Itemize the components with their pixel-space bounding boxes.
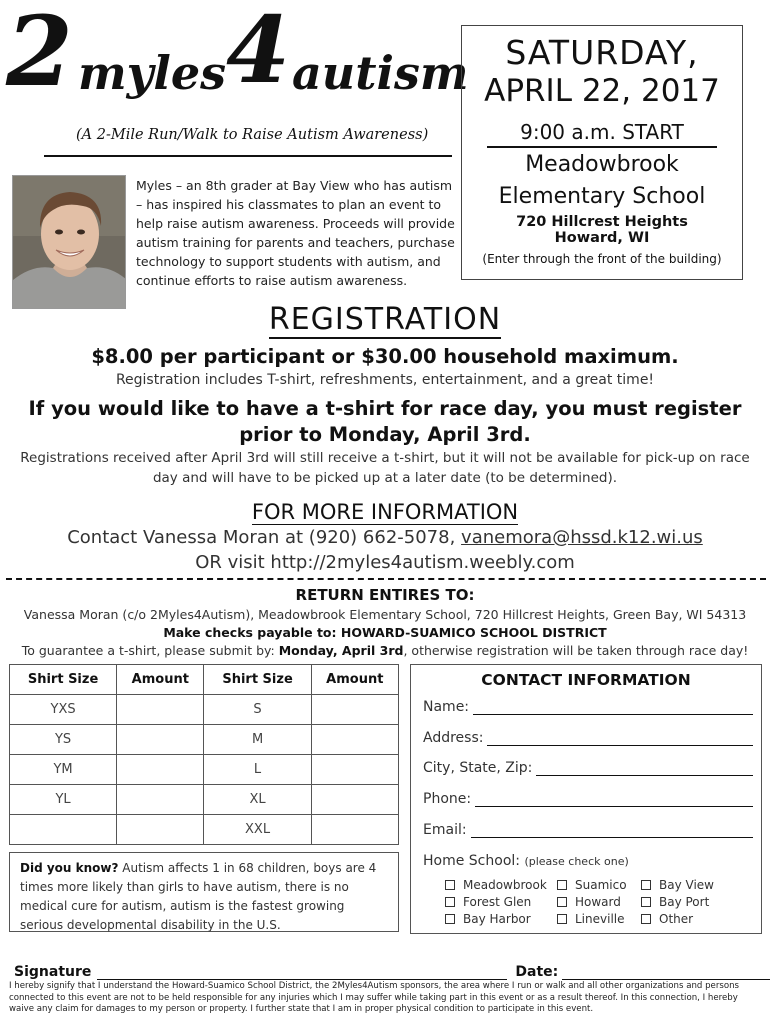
checkbox-icon[interactable] — [641, 897, 651, 907]
amount-cell[interactable] — [311, 695, 398, 725]
venue-name-line2: Elementary School — [498, 184, 706, 209]
amount-cell[interactable] — [311, 785, 398, 815]
signature-label: Signature — [14, 964, 92, 980]
event-day: SATURDAY, — [505, 33, 699, 72]
name-field[interactable] — [423, 699, 753, 715]
shirt-size-cell: XXL — [204, 815, 311, 845]
checkbox-icon[interactable] — [641, 880, 651, 890]
liability-waiver: I hereby signify that I understand the Howard-Suamico School District, the 2Myles4Autism sponsors, the area where I run or walk and all other organizations and persons connected to this event are not to be held responsible for any injuries which I may suffer while taking part in this event or as a result thereof. In this connection, I hereby waive any claim for damages to my person or property. I further state that I am in proper physical condition to participate in this event. — [9, 981, 740, 1014]
checkbox-icon[interactable] — [557, 897, 567, 907]
date-label: Date: — [515, 964, 559, 980]
contact-info-form — [410, 664, 762, 934]
school-option-meadowbrook[interactable]: Meadowbrook — [445, 878, 547, 892]
address-label: Address: — [423, 730, 484, 746]
home-school-label: Home School: (please check one) — [423, 853, 629, 869]
amount-cell[interactable] — [117, 815, 204, 845]
entry-note: (Enter through the front of the building) — [482, 252, 722, 266]
school-option-howard[interactable]: Howard — [557, 895, 621, 909]
checkbox-icon[interactable] — [445, 897, 455, 907]
table-row — [10, 725, 399, 755]
city-line[interactable] — [536, 761, 753, 776]
table-header-row — [10, 665, 399, 695]
start-time: 9:00 a.m. START — [487, 120, 717, 148]
shirt-size-cell: XL — [204, 785, 311, 815]
shirt-size-cell: L — [204, 755, 311, 785]
return-address: Vanessa Moran (c/o 2Myles4Autism), Meadowbrook Elementary School, 720 Hillcrest Heights, Green Bay, WI 54313 — [23, 607, 747, 622]
contact-email-link[interactable]: vanemora@hssd.k12.wi.us — [461, 527, 703, 548]
checkbox-icon[interactable] — [557, 880, 567, 890]
contact-info-heading: CONTACT INFORMATION — [481, 671, 691, 689]
school-option-other[interactable]: Other — [641, 912, 693, 926]
checkbox-icon[interactable] — [641, 914, 651, 924]
did-you-know-box: Did you know? Autism affects 1 in 68 children, boys are 4 times more likely than girls to have autism, there is no medical cure for autism, autism is the fastest growing serious developmental disability in the U.S. — [9, 852, 399, 932]
registration-price: $8.00 per participant or $30.00 household maximum. — [91, 345, 679, 368]
cut-line — [6, 578, 766, 580]
address-line[interactable] — [487, 731, 753, 746]
shirt-size-cell: YXS — [10, 695, 117, 725]
signature-row — [14, 964, 770, 980]
column-header: Amount — [117, 665, 204, 695]
tshirt-deadline-notice: If you would like to have a t-shirt for race day, you must register prior to Monday, April 3rd. — [28, 397, 742, 446]
phone-label: Phone: — [423, 791, 472, 807]
column-header: Shirt Size — [10, 665, 117, 695]
address-field[interactable] — [423, 730, 753, 746]
bio-paragraph: Myles – an 8th grader at Bay View who has autism – has inspired his classmates to plan an event to help raise autism awareness. Proceeds will provide autism training for parents and teachers, purchase technology to support students with autism, and continue efforts to raise autism awareness. — [136, 178, 455, 288]
shirt-size-cell: M — [204, 725, 311, 755]
city-state-zip-field[interactable] — [423, 760, 753, 776]
amount-cell[interactable] — [311, 755, 398, 785]
logo-word-myles: myles — [78, 46, 227, 100]
table-row — [10, 695, 399, 725]
late-registration-notice: Registrations received after April 3rd will still receive a t-shirt, but it will not be available for pick-up on race day and will have to be picked up at a later date (to be determined). — [20, 450, 750, 486]
checks-payable: Make checks payable to: HOWARD-SUAMICO SCHOOL DISTRICT — [163, 625, 607, 640]
phone-field[interactable] — [423, 791, 753, 807]
logo-numeral-2: 2 — [6, 0, 73, 108]
tshirt-guarantee: To guarantee a t-shirt, please submit by: Monday, April 3rd, otherwise registration will be taken through race day! — [21, 643, 749, 658]
website-line: OR visit http://2myles4autism.weebly.com — [195, 552, 575, 573]
table-row — [10, 755, 399, 785]
name-label: Name: — [423, 699, 470, 715]
amount-cell[interactable] — [117, 785, 204, 815]
signature-line[interactable] — [97, 965, 507, 980]
column-header: Shirt Size — [204, 665, 311, 695]
checkbox-icon[interactable] — [445, 914, 455, 924]
phone-line[interactable] — [475, 792, 753, 807]
school-option-suamico[interactable]: Suamico — [557, 878, 627, 892]
shirt-size-cell: YL — [10, 785, 117, 815]
shirt-size-cell — [10, 815, 117, 845]
column-header: Amount — [311, 665, 398, 695]
city-label: City, State, Zip: — [423, 760, 533, 776]
venue-street: 720 Hillcrest Heights — [516, 214, 688, 230]
more-info-heading: FOR MORE INFORMATION — [251, 500, 519, 524]
school-option-bay-harbor[interactable]: Bay Harbor — [445, 912, 531, 926]
email-field[interactable] — [423, 822, 753, 838]
shirt-order-table — [9, 664, 399, 845]
email-label: Email: — [423, 822, 467, 838]
email-line[interactable] — [471, 823, 753, 838]
checkbox-icon[interactable] — [557, 914, 567, 924]
logo-numeral-4: 4 — [226, 0, 291, 104]
event-details-box — [461, 25, 743, 280]
logo-word-autism: autism — [292, 46, 469, 100]
shirt-size-cell: S — [204, 695, 311, 725]
amount-cell[interactable] — [117, 725, 204, 755]
event-date: APRIL 22, 2017 — [484, 73, 720, 109]
venue-name-line1: Meadowbrook — [525, 152, 679, 177]
name-line[interactable] — [473, 700, 753, 715]
registration-heading: REGISTRATION — [268, 302, 502, 337]
amount-cell[interactable] — [311, 725, 398, 755]
table-row — [10, 815, 399, 845]
school-option-bay-port[interactable]: Bay Port — [641, 895, 709, 909]
header-divider — [44, 155, 452, 157]
registration-includes: Registration includes T-shirt, refreshments, entertainment, and a great time! — [115, 372, 655, 388]
amount-cell[interactable] — [117, 695, 204, 725]
amount-cell[interactable] — [311, 815, 398, 845]
return-heading: RETURN ENTIRES TO: — [295, 586, 475, 604]
school-option-bay-view[interactable]: Bay View — [641, 878, 714, 892]
shirt-size-cell: YM — [10, 755, 117, 785]
date-line[interactable] — [562, 965, 770, 980]
amount-cell[interactable] — [117, 755, 204, 785]
venue-city: Howard, WI — [554, 230, 650, 246]
myles-photo — [12, 175, 126, 309]
table-row — [10, 785, 399, 815]
school-option-forest-glen[interactable]: Forest Glen — [445, 895, 531, 909]
event-subtitle: (A 2-Mile Run/Walk to Raise Autism Awareness) — [76, 127, 429, 143]
school-option-lineville[interactable]: Lineville — [557, 912, 625, 926]
contact-line: Contact Vanessa Moran at (920) 662-5078, vanemora@hssd.k12.wi.us — [67, 527, 703, 548]
shirt-size-cell: YS — [10, 725, 117, 755]
checkbox-icon[interactable] — [445, 880, 455, 890]
